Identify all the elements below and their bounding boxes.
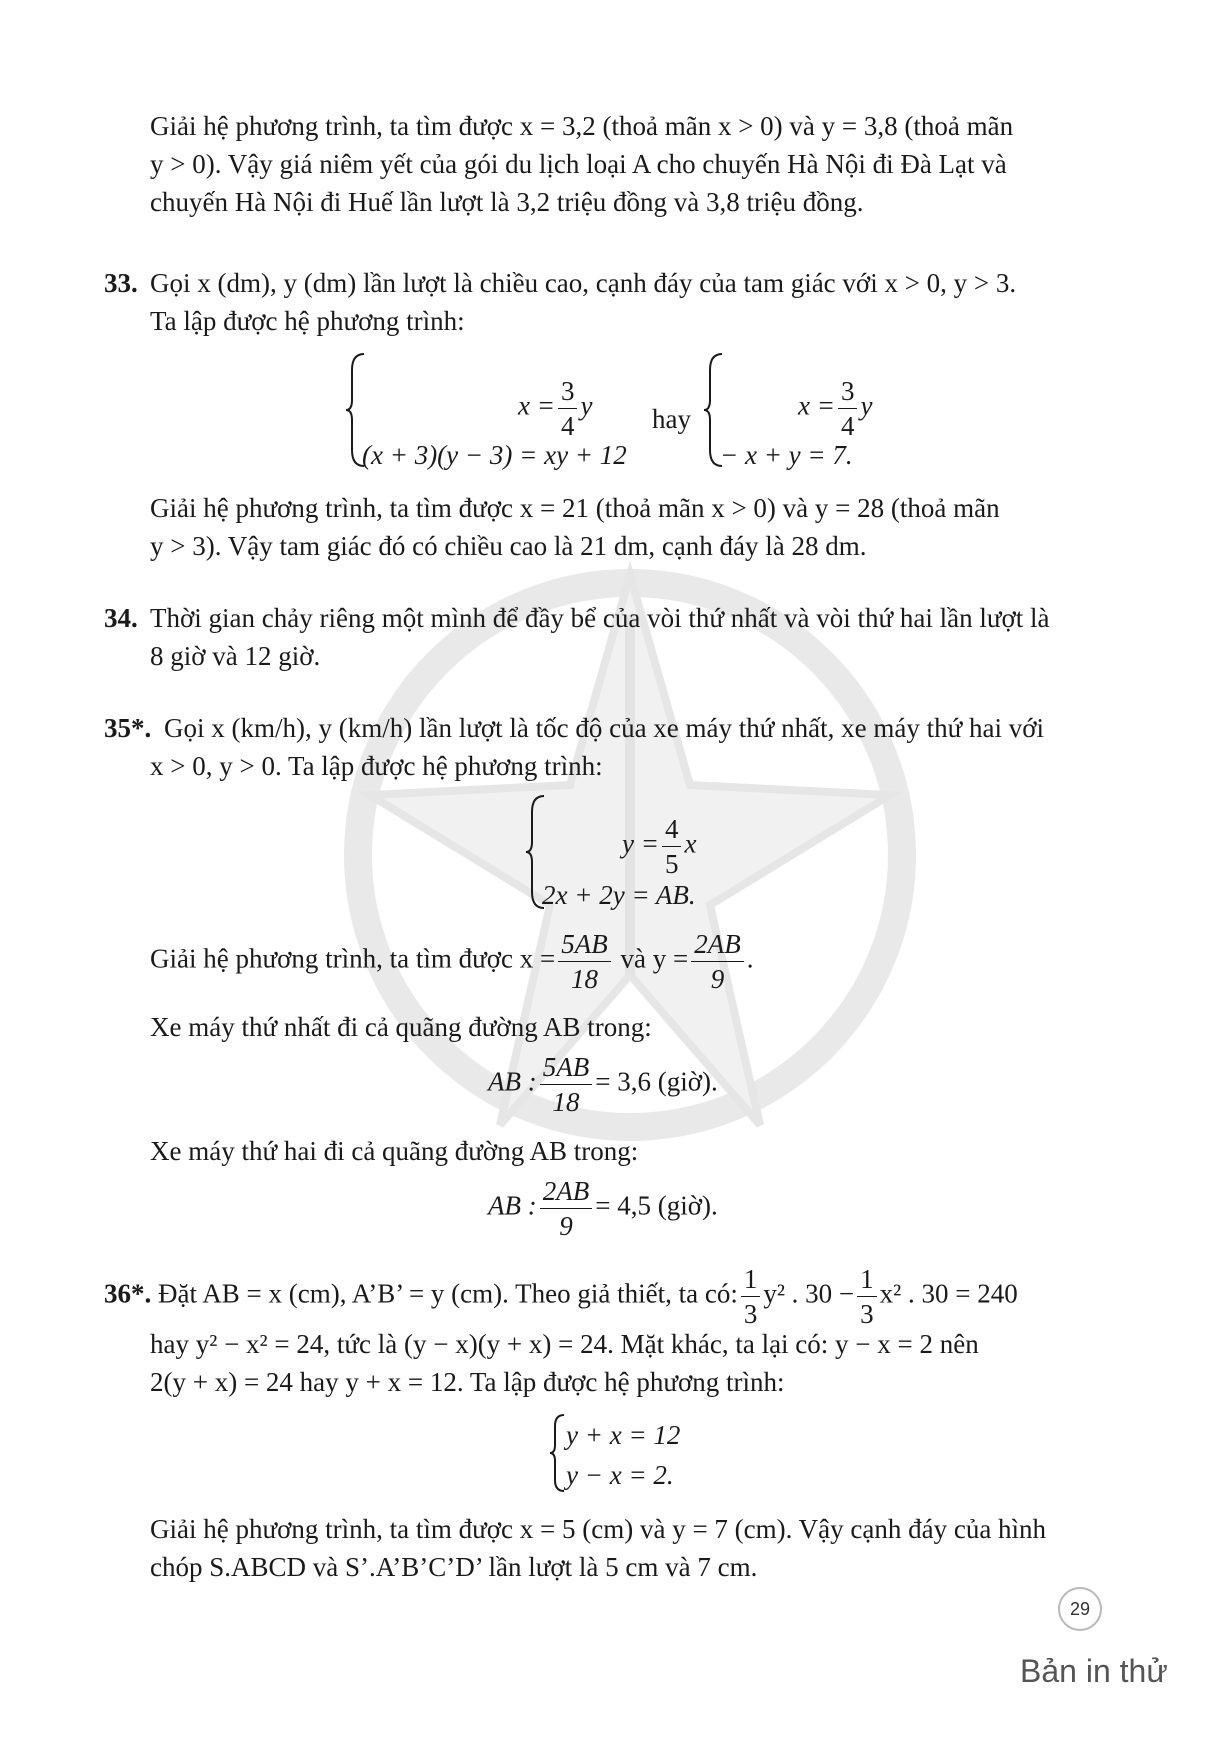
fraction-numerator: 5AB	[540, 1050, 593, 1085]
text-segment: và y =	[620, 943, 689, 974]
problem-number: 35*.	[104, 713, 152, 743]
text-line: chóp S.ABCD và S’.A’B’C’D’ lần lượt là 5 cm và 7 cm.	[150, 1552, 758, 1582]
text-line: Ta lập được hệ phương trình:	[150, 306, 465, 336]
text-line: hay y² − x² = 24, tức là (y − x)(y + x) = 24. Mặt khác, ta lại có: y − x = 2 nên	[150, 1329, 979, 1359]
equation-row: − x + y = 7.	[720, 440, 853, 470]
text-segment: y² . 30 −	[763, 1278, 855, 1309]
equation-lhs: x =	[518, 390, 555, 421]
calculation-line	[488, 1050, 718, 1119]
text-line: Gọi x (km/h), y (km/h) lần lượt là tốc độ của xe máy thứ nhất, xe máy thứ hai với	[164, 713, 1045, 743]
text-line: Xe máy thứ nhất đi cả quãng đường AB trong:	[150, 1012, 652, 1042]
text-segment: AB :	[488, 1066, 537, 1097]
solution-line	[150, 927, 753, 996]
draft-stamp: Bản in thử	[1020, 1653, 1168, 1689]
equation-row	[622, 812, 696, 881]
text-line: Gọi x (dm), y (dm) lần lượt là chiều cao, cạnh đáy của tam giác với x > 0, y > 3.	[150, 268, 1017, 298]
text-segment: x² . 30 = 240	[879, 1278, 1018, 1309]
fraction-numerator: 4	[662, 812, 682, 847]
problem-number: 33.	[104, 268, 138, 298]
text-line: Xe máy thứ hai đi cả quãng đường AB trong:	[150, 1136, 639, 1166]
text-line: chuyến Hà Nội đi Huế lần lượt là 3,2 triệu đồng và 3,8 triệu đồng.	[150, 187, 864, 217]
text-line: Thời gian chảy riêng một mình để đầy bể của vòi thứ nhất và vòi thứ hai lần lượt là	[150, 603, 1050, 633]
text-line: Giải hệ phương trình, ta tìm được x = 3,2 (thoả mãn x > 0) và y = 3,8 (thoả mãn	[150, 111, 1014, 141]
equation-row: 2x + 2y = AB.	[542, 880, 696, 910]
equation-rhs: y	[580, 390, 593, 421]
fraction-denominator: 5	[664, 849, 679, 879]
fraction-denominator: 18	[552, 1087, 580, 1117]
equation-lhs: x =	[798, 390, 835, 421]
fraction-numerator: 3	[558, 374, 578, 409]
text-segment: Đặt AB = x (cm), A’B’ = y (cm). Theo giả thiết, ta có:	[158, 1278, 738, 1309]
equation-lhs: y =	[622, 828, 659, 859]
equation-row: (x + 3)(y − 3) = xy + 12	[362, 440, 627, 470]
text-line: Giải hệ phương trình, ta tìm được x = 21 (thoả mãn x > 0) và y = 28 (thoả mãn	[150, 493, 1000, 523]
text-line: 8 giờ và 12 giờ.	[150, 641, 321, 671]
text-segment: Giải hệ phương trình, ta tìm được x =	[150, 943, 556, 974]
text-segment: = 4,5 (giờ).	[595, 1190, 718, 1221]
fraction-denominator: 4	[840, 411, 855, 441]
text-line: Giải hệ phương trình, ta tìm được x = 5 (cm) và y = 7 (cm). Vậy cạnh đáy của hình	[150, 1514, 1047, 1544]
fraction-denominator: 3	[860, 1299, 874, 1329]
page-number-badge: 29	[1058, 1587, 1102, 1631]
equation-row: y + x = 12	[566, 1420, 681, 1450]
calculation-line	[488, 1174, 718, 1243]
text-line	[104, 1262, 1018, 1331]
equation-rhs: x	[684, 828, 697, 859]
equation-row: y − x = 2.	[566, 1460, 674, 1490]
fraction-numerator: 5AB	[558, 927, 611, 962]
fraction-denominator: 4	[560, 411, 575, 441]
connector-word: hay	[652, 404, 691, 434]
text-line: y > 3). Vậy tam giác đó có chiều cao là 21 dm, cạnh đáy là 28 dm.	[150, 531, 867, 561]
equation-rhs: y	[860, 390, 873, 421]
fraction-denominator: 9	[710, 964, 725, 994]
fraction-numerator: 3	[838, 374, 858, 409]
problem-number: 36*.	[104, 1278, 152, 1309]
text-segment: AB :	[488, 1190, 537, 1221]
fraction-numerator: 1	[741, 1262, 761, 1297]
fraction-numerator: 1	[857, 1262, 877, 1297]
fraction-numerator: 2AB	[691, 927, 744, 962]
left-brace	[548, 1412, 568, 1494]
fraction-numerator: 2AB	[540, 1174, 593, 1209]
text-line: 2(y + x) = 24 hay y + x = 12. Ta lập được hệ phương trình:	[150, 1367, 785, 1397]
text-line: x > 0, y > 0. Ta lập được hệ phương trình:	[150, 751, 603, 781]
text-segment: .	[746, 943, 754, 974]
fraction-denominator: 3	[743, 1299, 758, 1329]
text-line: y > 0). Vậy giá niêm yết của gói du lịch loại A cho chuyến Hà Nội đi Đà Lạt và	[150, 149, 1007, 179]
fraction-denominator: 18	[571, 964, 598, 994]
text-segment: = 3,6 (giờ).	[595, 1066, 718, 1097]
equation-row	[518, 374, 592, 443]
problem-number: 34.	[104, 603, 138, 633]
fraction-denominator: 9	[559, 1211, 573, 1241]
equation-row	[798, 374, 872, 443]
